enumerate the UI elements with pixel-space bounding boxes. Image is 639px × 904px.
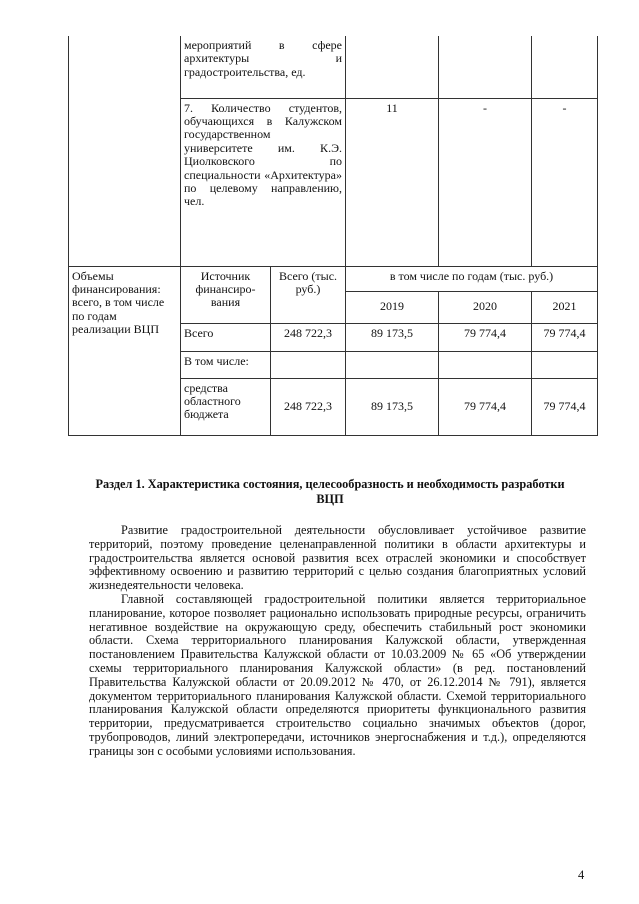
financing-row-2021 — [532, 351, 598, 378]
page-number: 4 — [578, 868, 585, 882]
indicator-7-2019: 11 — [346, 98, 439, 266]
indicator-7-2021: - — [532, 98, 598, 266]
financing-row-label: средства областного бюджета — [181, 378, 271, 435]
table-row-continuation — [69, 36, 598, 98]
financing-row-total: 248 722,3 — [271, 323, 346, 351]
continuation-2021 — [532, 36, 598, 98]
financing-row-2019: 89 173,5 — [346, 378, 439, 435]
financing-row-label: Всего — [181, 323, 271, 351]
financing-row-2019 — [346, 351, 439, 378]
financing-row-2021: 79 774,4 — [532, 323, 598, 351]
paragraph: Главной составляющей градостроительной политики является территориальное планирование, которое позволяет рационально использовать природные ресурсы, ограничить негативное воздействие на окружающую среду, обеспечить стабильный рост экономики области. Схема территориального планирования Калужской области, утвержденная постановлением Правительства Калужской области от 10.03.2009 № 65 «Об утверждении схемы территориального планирования Калужской области» (в ред. постановлений Правительства Калужской области от 20.09.2012 № 470, от 26.12.2014 № 791), является документом территориального планирования Калужской области. Схемой территориального планирования Калужской области определяются приоритеты функционального развития территории, предусматривается строительство социально значимых объектов (дорог, трубопроводов, линий электропередачи, источников энергоснабжения и т.д.), определяются границы зон с особыми условиями использования. — [89, 591, 586, 758]
paragraph: Развитие градостроительной деятельности обусловливает устойчивое развитие территорий, поэтому проведение целенаправленной политики в области архитектуры и градостроительства является основой развития всех отраслей экономики и способствует эффективному освоению и развитию территорий с целью создания благоприятных условий жизнедеятельности человека. — [89, 523, 586, 593]
year-2021: 2021 — [532, 291, 598, 323]
financing-row-2021: 79 774,4 — [532, 378, 598, 435]
year-2020: 2020 — [439, 291, 532, 323]
financing-row-total — [271, 351, 346, 378]
financing-label: Объемы финансирования: всего, в том числе по годам реализации ВЦП — [69, 266, 181, 435]
financing-row-label: В том числе: — [181, 351, 271, 378]
indicator-label-cell — [69, 36, 181, 266]
year-2019: 2019 — [346, 291, 439, 323]
indicator-continuation-text: мероприятий в сфере архитектуры и градостроительства, ед. — [181, 36, 346, 98]
section-body — [89, 524, 586, 759]
financing-row-2019: 89 173,5 — [346, 323, 439, 351]
financing-row-2020 — [439, 351, 532, 378]
continuation-2020 — [439, 36, 532, 98]
financing-total-header: Всего (тыс. руб.) — [271, 266, 346, 323]
indicator-7-text: 7. Количество студентов, обучающихся в Калужском государственном университете им. К.Э. Циолковского по специальности «Архитектура» по целевому направлению, чел. — [181, 98, 346, 266]
table-row-financing-header — [69, 266, 598, 291]
financing-row-2020: 79 774,4 — [439, 323, 532, 351]
vcp-passport-table — [68, 36, 598, 436]
financing-row-total: 248 722,3 — [271, 378, 346, 435]
section-heading: Раздел 1. Характеристика состояния, целесообразность и необходимость разработки ВЦП — [95, 477, 565, 506]
financing-source-header: Источник финансиро-вания — [181, 266, 271, 323]
financing-years-header: в том числе по годам (тыс. руб.) — [346, 266, 598, 291]
continuation-2019 — [346, 36, 439, 98]
indicator-7-2020: - — [439, 98, 532, 266]
financing-row-2020: 79 774,4 — [439, 378, 532, 435]
